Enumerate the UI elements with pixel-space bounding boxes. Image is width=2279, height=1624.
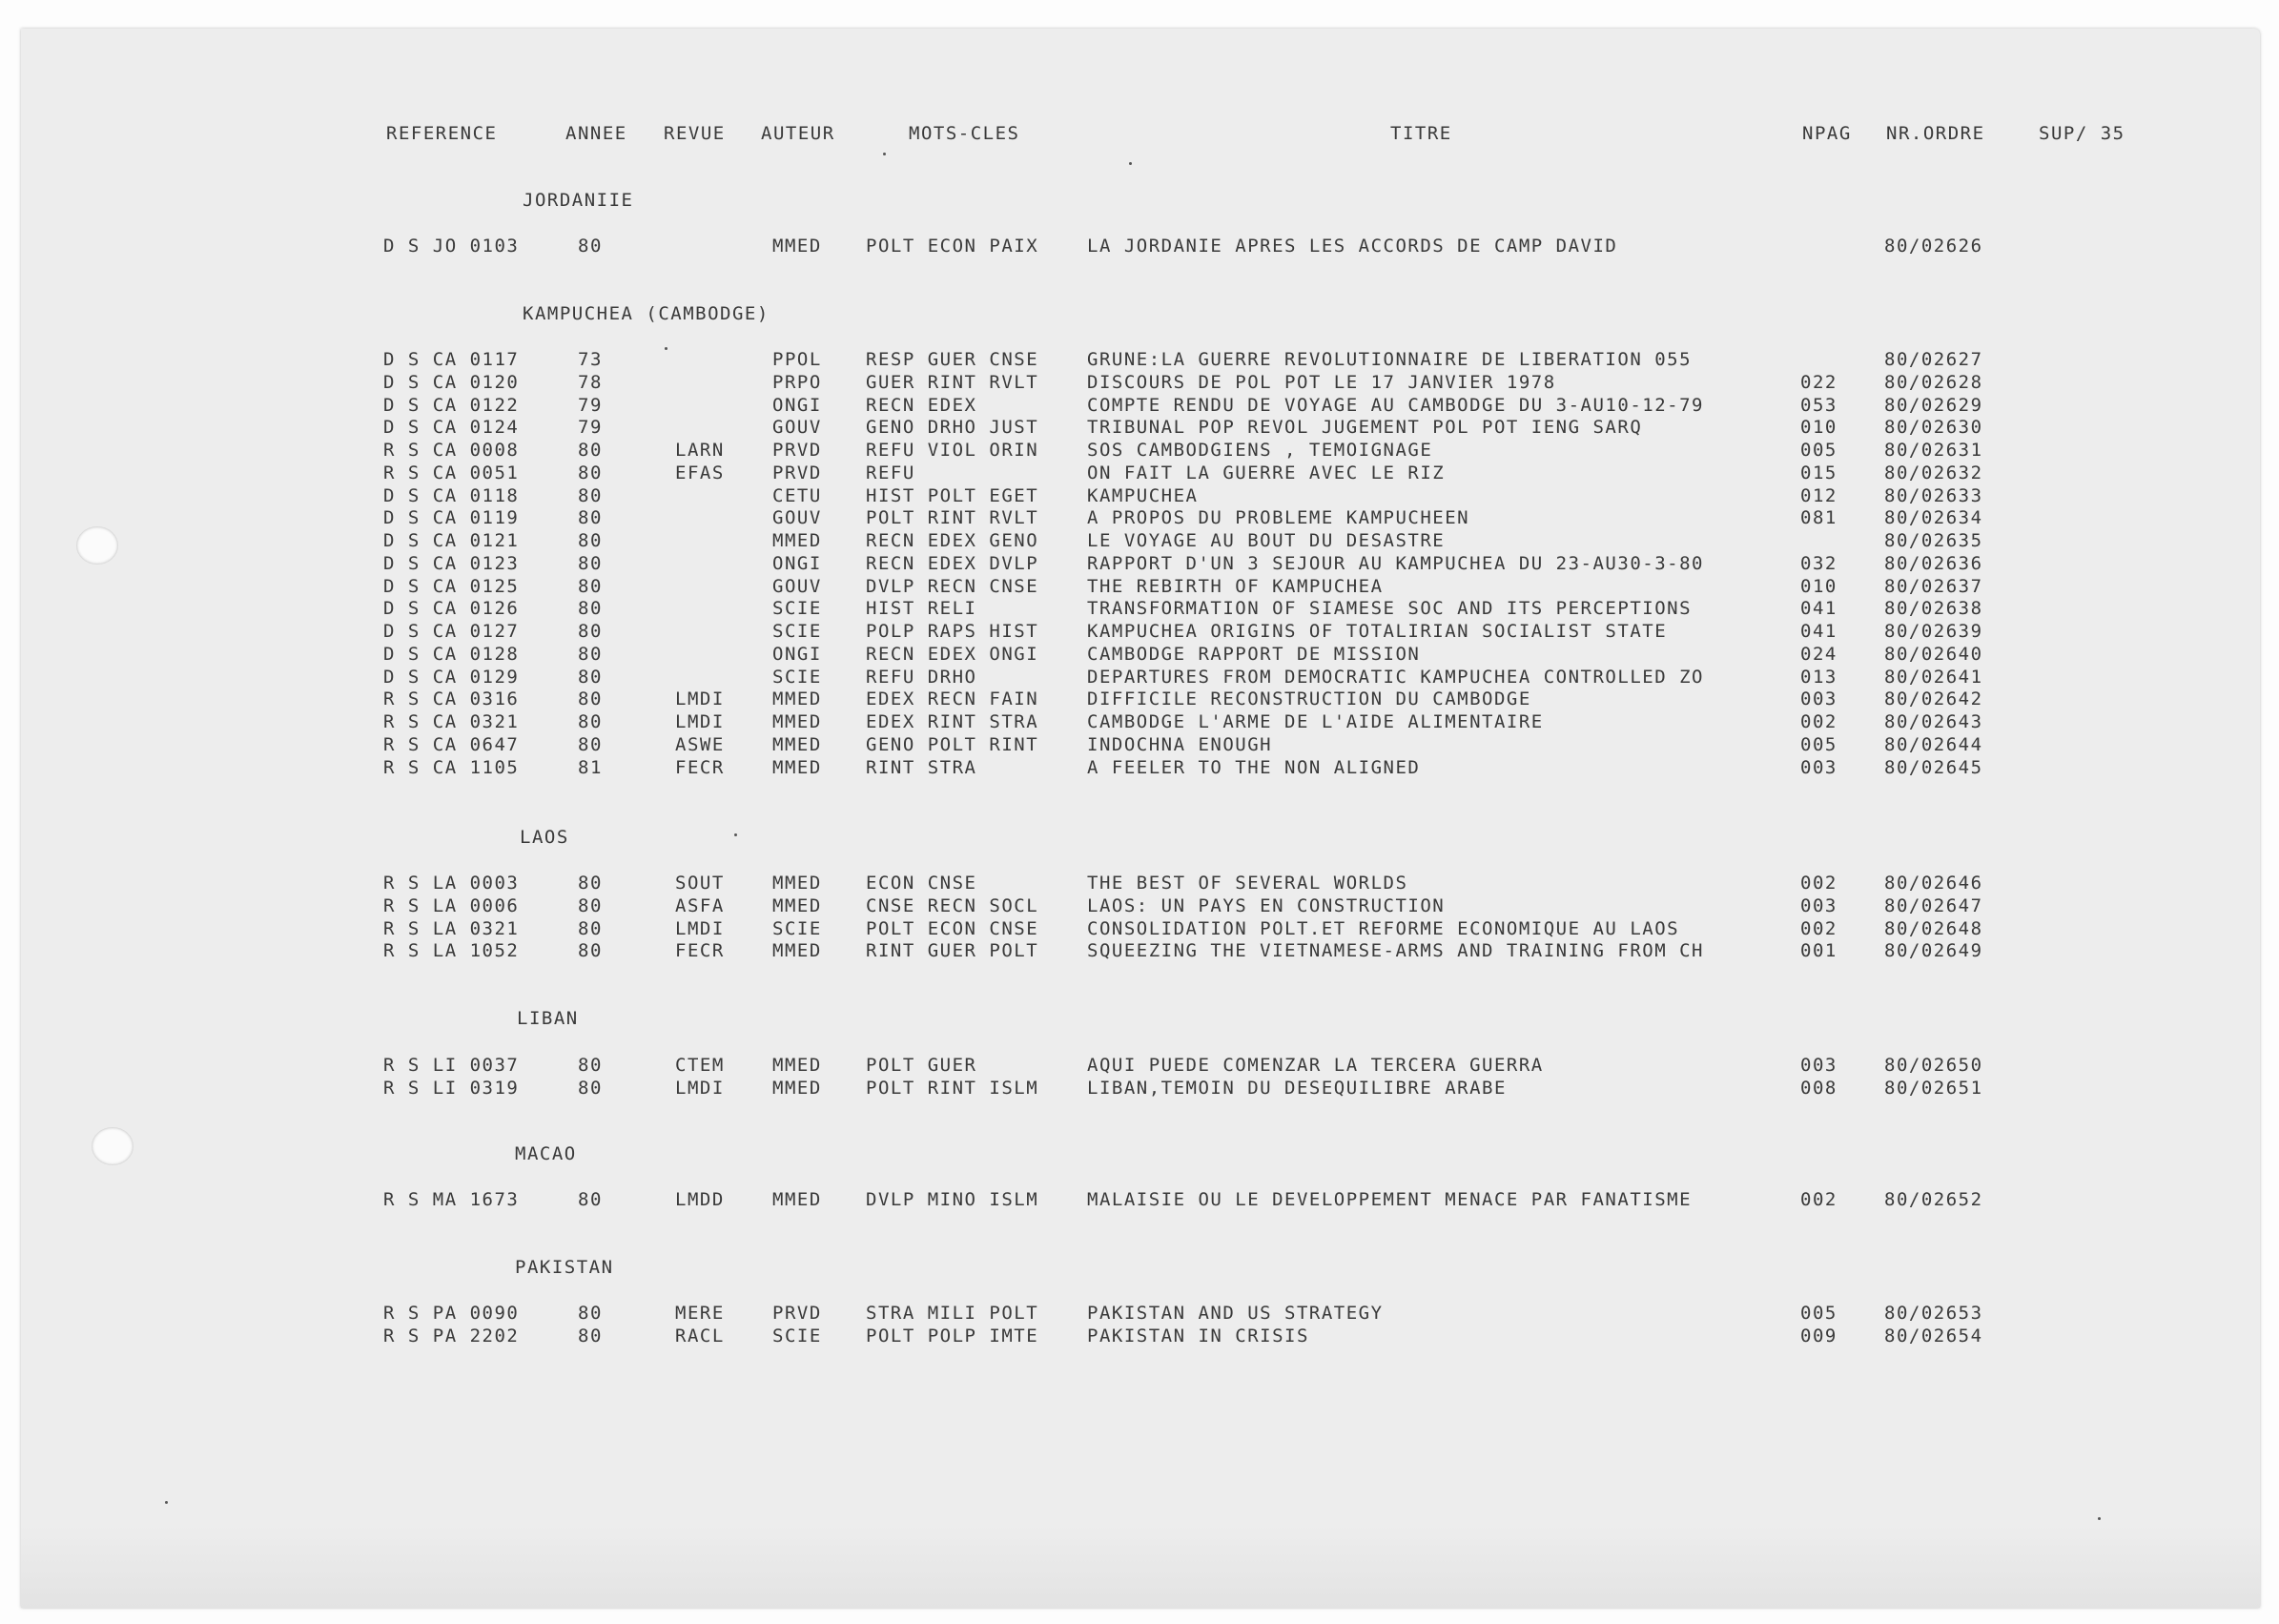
cell-titre: DIFFICILE RECONSTRUCTION DU CAMBODGE — [1087, 689, 1531, 710]
cell-titre: A FEELER TO THE NON ALIGNED — [1087, 756, 1421, 778]
cell-annee: 80 — [578, 940, 603, 962]
cell-nr-ordre: 80/02633 — [1884, 484, 1983, 506]
cell-nr-ordre: 80/02650 — [1884, 1055, 1983, 1076]
cell-nr-ordre: 80/02649 — [1884, 940, 1983, 962]
header-npag: NPAG — [1802, 123, 1852, 144]
table-row — [0, 1077, 2279, 1100]
cell-annee: 78 — [578, 371, 603, 393]
table-row — [0, 710, 2279, 733]
cell-annee: 80 — [578, 621, 603, 642]
cell-titre: LAOS: UN PAYS EN CONSTRUCTION — [1087, 894, 1446, 916]
cell-revue: SOUT — [675, 873, 725, 894]
cell-reference: D S CA 0129 — [383, 666, 520, 688]
cell-reference: R S LI 0319 — [383, 1077, 520, 1099]
cell-npag: 005 — [1800, 1303, 1838, 1324]
table-row — [0, 1325, 2279, 1347]
section-heading: MACAO — [515, 1143, 577, 1164]
cell-auteur: ONGI — [772, 394, 822, 416]
cell-reference: D S CA 0128 — [383, 643, 520, 665]
cell-nr-ordre: 80/02629 — [1884, 394, 1983, 416]
table-row — [0, 733, 2279, 756]
cell-revue: LMDI — [675, 689, 725, 710]
cell-titre: TRANSFORMATION OF SIAMESE SOC AND ITS PERCEPTIONS — [1087, 598, 1693, 620]
cell-nr-ordre: 80/02642 — [1884, 689, 1983, 710]
header-revue: REVUE — [664, 123, 726, 144]
cell-reference: R S LI 0037 — [383, 1055, 520, 1076]
cell-auteur: ONGI — [772, 552, 822, 574]
cell-titre: COMPTE RENDU DE VOYAGE AU CAMBODGE DU 3-AU10-12-79 — [1087, 394, 1704, 416]
cell-npag: 010 — [1800, 417, 1838, 439]
table-row — [0, 939, 2279, 962]
cell-titre: CONSOLIDATION POLT.ET REFORME ECONOMIQUE AU LAOS — [1087, 917, 1680, 939]
punch-hole — [92, 1127, 133, 1165]
cell-mots-cles: REFU — [866, 462, 915, 483]
cell-titre: KAMPUCHEA — [1087, 484, 1199, 506]
cell-annee: 80 — [578, 1189, 603, 1210]
cell-npag: 003 — [1800, 689, 1838, 710]
cell-nr-ordre: 80/02651 — [1884, 1077, 1983, 1099]
cell-nr-ordre: 80/02653 — [1884, 1303, 1983, 1324]
cell-annee: 80 — [578, 440, 603, 461]
table-row — [0, 756, 2279, 779]
cell-annee: 79 — [578, 417, 603, 439]
cell-npag: 012 — [1800, 484, 1838, 506]
cell-titre: LIBAN,TEMOIN DU DESEQUILIBRE ARABE — [1087, 1077, 1507, 1099]
table-row — [0, 620, 2279, 643]
cell-revue: ASFA — [675, 894, 725, 916]
cell-titre: DEPARTURES FROM DEMOCRATIC KAMPUCHEA CONTROLLED ZO — [1087, 666, 1704, 688]
cell-reference: R S LA 0003 — [383, 873, 520, 894]
cell-nr-ordre: 80/02628 — [1884, 371, 1983, 393]
cell-annee: 80 — [578, 575, 603, 597]
cell-mots-cles: EDEX RINT STRA — [866, 711, 1039, 732]
cell-mots-cles: REFU VIOL ORIN — [866, 440, 1039, 461]
table-row — [0, 575, 2279, 598]
cell-titre: DISCOURS DE POL POT LE 17 JANVIER 1978 — [1087, 371, 1556, 393]
cell-auteur: PRVD — [772, 440, 822, 461]
table-row — [0, 506, 2279, 529]
cell-reference: R S LA 0321 — [383, 917, 520, 939]
section-heading: JORDANIIE — [523, 190, 634, 211]
cell-titre: TRIBUNAL POP REVOL JUGEMENT POL POT IENG SARQ — [1087, 417, 1643, 439]
cell-npag: 001 — [1800, 940, 1838, 962]
cell-reference: R S CA 0321 — [383, 711, 520, 732]
table-row — [0, 416, 2279, 439]
cell-nr-ordre: 80/02640 — [1884, 643, 1983, 665]
cell-npag: 022 — [1800, 371, 1838, 393]
cell-revue: LMDI — [675, 917, 725, 939]
cell-auteur: GOUV — [772, 417, 822, 439]
cell-mots-cles: HIST RELI — [866, 598, 977, 620]
cell-annee: 80 — [578, 873, 603, 894]
cell-reference: D S JO 0103 — [383, 236, 520, 257]
cell-auteur: MMED — [772, 711, 822, 732]
cell-mots-cles: DVLP MINO ISLM — [866, 1189, 1039, 1210]
page-number: SUP/ 35 — [2039, 123, 2125, 144]
cell-titre: THE REBIRTH OF KAMPUCHEA — [1087, 575, 1384, 597]
cell-titre: LA JORDANIE APRES LES ACCORDS DE CAMP DAVID — [1087, 236, 1618, 257]
cell-npag: 053 — [1800, 394, 1838, 416]
cell-annee: 80 — [578, 236, 603, 257]
cell-nr-ordre: 80/02644 — [1884, 733, 1983, 755]
cell-titre: THE BEST OF SEVERAL WORLDS — [1087, 873, 1408, 894]
cell-nr-ordre: 80/02654 — [1884, 1325, 1983, 1346]
cell-mots-cles: GENO DRHO JUST — [866, 417, 1039, 439]
cell-nr-ordre: 80/02637 — [1884, 575, 1983, 597]
cell-titre: PAKISTAN AND US STRATEGY — [1087, 1303, 1384, 1324]
cell-nr-ordre: 80/02630 — [1884, 417, 1983, 439]
cell-annee: 80 — [578, 689, 603, 710]
cell-nr-ordre: 80/02635 — [1884, 530, 1983, 551]
cell-auteur: MMED — [772, 689, 822, 710]
section-heading: KAMPUCHEA (CAMBODGE) — [523, 303, 770, 324]
cell-auteur: MMED — [772, 756, 822, 778]
cell-nr-ordre: 80/02641 — [1884, 666, 1983, 688]
cell-revue: MERE — [675, 1303, 725, 1324]
cell-annee: 80 — [578, 552, 603, 574]
sheet-shadow-band — [21, 1526, 2260, 1608]
cell-titre: A PROPOS DU PROBLEME KAMPUCHEEN — [1087, 507, 1470, 529]
cell-mots-cles: RECN EDEX GENO — [866, 530, 1039, 551]
cell-auteur: MMED — [772, 1055, 822, 1076]
cell-mots-cles: POLT GUER — [866, 1055, 977, 1076]
cell-titre: ON FAIT LA GUERRE AVEC LE RIZ — [1087, 462, 1446, 483]
cell-npag: 003 — [1800, 1055, 1838, 1076]
cell-reference: D S CA 0127 — [383, 621, 520, 642]
section-heading: LAOS — [520, 827, 569, 848]
cell-titre: RAPPORT D'UN 3 SEJOUR AU KAMPUCHEA DU 23-AU30-3-80 — [1087, 552, 1704, 574]
cell-npag: 002 — [1800, 1189, 1838, 1210]
cell-npag: 005 — [1800, 733, 1838, 755]
cell-titre: SOS CAMBODGIENS , TEMOIGNAGE — [1087, 440, 1433, 461]
cell-mots-cles: ECON CNSE — [866, 873, 977, 894]
cell-mots-cles: EDEX RECN FAIN — [866, 689, 1039, 710]
cell-titre: CAMBODGE RAPPORT DE MISSION — [1087, 643, 1421, 665]
cell-mots-cles: RINT GUER POLT — [866, 940, 1039, 962]
cell-titre: MALAISIE OU LE DEVELOPPEMENT MENACE PAR FANATISME — [1087, 1189, 1693, 1210]
cell-annee: 80 — [578, 462, 603, 483]
cell-auteur: MMED — [772, 733, 822, 755]
cell-reference: R S PA 0090 — [383, 1303, 520, 1324]
cell-annee: 80 — [578, 484, 603, 506]
table-row — [0, 552, 2279, 575]
cell-reference: D S CA 0122 — [383, 394, 520, 416]
cell-annee: 80 — [578, 733, 603, 755]
cell-mots-cles: POLT POLP IMTE — [866, 1325, 1039, 1346]
cell-auteur: MMED — [772, 1189, 822, 1210]
table-row — [0, 348, 2279, 371]
cell-reference: R S CA 0008 — [383, 440, 520, 461]
header-annee: ANNEE — [565, 123, 627, 144]
cell-mots-cles: RECN EDEX ONGI — [866, 643, 1039, 665]
cell-mots-cles: HIST POLT EGET — [866, 484, 1039, 506]
cell-reference: D S CA 0119 — [383, 507, 520, 529]
cell-revue: FECR — [675, 756, 725, 778]
cell-mots-cles: POLT RINT RVLT — [866, 507, 1039, 529]
cell-nr-ordre: 80/02638 — [1884, 598, 1983, 620]
cell-mots-cles: RINT STRA — [866, 756, 977, 778]
cell-annee: 80 — [578, 666, 603, 688]
cell-nr-ordre: 80/02646 — [1884, 873, 1983, 894]
cell-npag: 008 — [1800, 1077, 1838, 1099]
cell-auteur: MMED — [772, 236, 822, 257]
cell-titre: AQUI PUEDE COMENZAR LA TERCERA GUERRA — [1087, 1055, 1544, 1076]
cell-mots-cles: RECN EDEX DVLP — [866, 552, 1039, 574]
cell-annee: 80 — [578, 1077, 603, 1099]
table-row — [0, 484, 2279, 507]
cell-auteur: GOUV — [772, 575, 822, 597]
table-row — [0, 529, 2279, 552]
cell-nr-ordre: 80/02631 — [1884, 440, 1983, 461]
cell-annee: 80 — [578, 917, 603, 939]
cell-reference: R S PA 2202 — [383, 1325, 520, 1346]
cell-nr-ordre: 80/02632 — [1884, 462, 1983, 483]
cell-nr-ordre: 80/02647 — [1884, 894, 1983, 916]
cell-mots-cles: CNSE RECN SOCL — [866, 894, 1039, 916]
cell-mots-cles: POLT ECON CNSE — [866, 917, 1039, 939]
cell-titre: INDOCHNA ENOUGH — [1087, 733, 1273, 755]
cell-reference: D S CA 0125 — [383, 575, 520, 597]
cell-reference: R S LA 1052 — [383, 940, 520, 962]
table-row — [0, 235, 2279, 257]
cell-annee: 80 — [578, 1325, 603, 1346]
cell-nr-ordre: 80/02636 — [1884, 552, 1983, 574]
cell-npag: 013 — [1800, 666, 1838, 688]
cell-npag: 002 — [1800, 917, 1838, 939]
cell-revue: LMDD — [675, 1189, 725, 1210]
cell-reference: R S MA 1673 — [383, 1189, 520, 1210]
cell-reference: D S CA 0121 — [383, 530, 520, 551]
cell-auteur: MMED — [772, 894, 822, 916]
cell-auteur: SCIE — [772, 621, 822, 642]
cell-revue: CTEM — [675, 1055, 725, 1076]
cell-npag: 002 — [1800, 873, 1838, 894]
cell-auteur: SCIE — [772, 666, 822, 688]
header-auteur: AUTEUR — [761, 123, 835, 144]
table-row — [0, 597, 2279, 620]
cell-reference: R S LA 0006 — [383, 894, 520, 916]
cell-annee: 73 — [578, 349, 603, 370]
cell-npag: 024 — [1800, 643, 1838, 665]
cell-revue: LMDI — [675, 1077, 725, 1099]
cell-auteur: ONGI — [772, 643, 822, 665]
table-row — [0, 462, 2279, 484]
cell-reference: R S CA 0051 — [383, 462, 520, 483]
cell-nr-ordre: 80/02645 — [1884, 756, 1983, 778]
cell-auteur: GOUV — [772, 507, 822, 529]
cell-mots-cles: GENO POLT RINT — [866, 733, 1039, 755]
cell-reference: D S CA 0126 — [383, 598, 520, 620]
cell-annee: 80 — [578, 711, 603, 732]
cell-mots-cles: RECN EDEX — [866, 394, 977, 416]
cell-revue: EFAS — [675, 462, 725, 483]
table-row — [0, 643, 2279, 666]
header-titre: TITRE — [1390, 123, 1452, 144]
cell-mots-cles: REFU DRHO — [866, 666, 977, 688]
table-row — [0, 439, 2279, 462]
header-mots-cles: MOTS-CLES — [909, 123, 1020, 144]
cell-titre: GRUNE:LA GUERRE REVOLUTIONNAIRE DE LIBERATION 055 — [1087, 349, 1693, 370]
section-heading: PAKISTAN — [515, 1257, 614, 1278]
section-heading: LIBAN — [517, 1008, 579, 1029]
cell-reference: D S CA 0120 — [383, 371, 520, 393]
cell-npag: 003 — [1800, 756, 1838, 778]
cell-revue: RACL — [675, 1325, 725, 1346]
cell-auteur: MMED — [772, 940, 822, 962]
table-row — [0, 371, 2279, 394]
cell-auteur: SCIE — [772, 917, 822, 939]
cell-reference: D S CA 0117 — [383, 349, 520, 370]
cell-titre: LE VOYAGE AU BOUT DU DESASTRE — [1087, 530, 1446, 551]
cell-annee: 80 — [578, 643, 603, 665]
cell-reference: R S CA 0647 — [383, 733, 520, 755]
cell-reference: D S CA 0123 — [383, 552, 520, 574]
cell-annee: 80 — [578, 598, 603, 620]
cell-reference: R S CA 1105 — [383, 756, 520, 778]
cell-mots-cles: POLT ECON PAIX — [866, 236, 1039, 257]
cell-reference: R S CA 0316 — [383, 689, 520, 710]
cell-nr-ordre: 80/02627 — [1884, 349, 1983, 370]
cell-mots-cles: GUER RINT RVLT — [866, 371, 1039, 393]
cell-mots-cles: RESP GUER CNSE — [866, 349, 1039, 370]
cell-mots-cles: STRA MILI POLT — [866, 1303, 1039, 1324]
table-row — [0, 1188, 2279, 1211]
table-row — [0, 917, 2279, 940]
cell-auteur: PRPO — [772, 371, 822, 393]
table-row — [0, 872, 2279, 894]
cell-npag: 002 — [1800, 711, 1838, 732]
paper-sheet — [21, 29, 2260, 1608]
cell-nr-ordre: 80/02639 — [1884, 621, 1983, 642]
cell-nr-ordre: 80/02626 — [1884, 236, 1983, 257]
header-reference: REFERENCE — [386, 123, 498, 144]
cell-annee: 80 — [578, 530, 603, 551]
cell-npag: 081 — [1800, 507, 1838, 529]
cell-nr-ordre: 80/02648 — [1884, 917, 1983, 939]
cell-auteur: SCIE — [772, 1325, 822, 1346]
header-nr-ordre: NR.ORDRE — [1886, 123, 1985, 144]
cell-npag: 005 — [1800, 440, 1838, 461]
cell-auteur: MMED — [772, 530, 822, 551]
cell-mots-cles: DVLP RECN CNSE — [866, 575, 1039, 597]
cell-auteur: SCIE — [772, 598, 822, 620]
cell-titre: PAKISTAN IN CRISIS — [1087, 1325, 1309, 1346]
table-row — [0, 894, 2279, 917]
table-row — [0, 394, 2279, 417]
cell-auteur: PPOL — [772, 349, 822, 370]
cell-annee: 81 — [578, 756, 603, 778]
cell-titre: SQUEEZING THE VIETNAMESE-ARMS AND TRAINING FROM CH — [1087, 940, 1704, 962]
cell-annee: 80 — [578, 1055, 603, 1076]
cell-npag: 015 — [1800, 462, 1838, 483]
cell-annee: 80 — [578, 507, 603, 529]
cell-revue: ASWE — [675, 733, 725, 755]
table-row — [0, 1302, 2279, 1325]
cell-auteur: MMED — [772, 873, 822, 894]
cell-npag: 009 — [1800, 1325, 1838, 1346]
cell-mots-cles: POLT RINT ISLM — [866, 1077, 1039, 1099]
cell-auteur: PRVD — [772, 1303, 822, 1324]
cell-nr-ordre: 80/02652 — [1884, 1189, 1983, 1210]
cell-npag: 032 — [1800, 552, 1838, 574]
cell-annee: 80 — [578, 894, 603, 916]
cell-mots-cles: POLP RAPS HIST — [866, 621, 1039, 642]
cell-npag: 003 — [1800, 894, 1838, 916]
cell-npag: 041 — [1800, 598, 1838, 620]
cell-auteur: MMED — [772, 1077, 822, 1099]
cell-annee: 80 — [578, 1303, 603, 1324]
cell-revue: LMDI — [675, 711, 725, 732]
cell-reference: D S CA 0118 — [383, 484, 520, 506]
table-row — [0, 1054, 2279, 1077]
cell-revue: LARN — [675, 440, 725, 461]
cell-nr-ordre: 80/02643 — [1884, 711, 1983, 732]
table-row — [0, 688, 2279, 710]
cell-auteur: CETU — [772, 484, 822, 506]
cell-titre: KAMPUCHEA ORIGINS OF TOTALIRIAN SOCIALIST STATE — [1087, 621, 1668, 642]
cell-annee: 79 — [578, 394, 603, 416]
column-header-row — [0, 122, 2279, 145]
cell-reference: D S CA 0124 — [383, 417, 520, 439]
cell-titre: CAMBODGE L'ARME DE L'AIDE ALIMENTAIRE — [1087, 711, 1544, 732]
cell-auteur: PRVD — [772, 462, 822, 483]
cell-npag: 010 — [1800, 575, 1838, 597]
cell-revue: FECR — [675, 940, 725, 962]
cell-nr-ordre: 80/02634 — [1884, 507, 1983, 529]
table-row — [0, 666, 2279, 689]
cell-npag: 041 — [1800, 621, 1838, 642]
